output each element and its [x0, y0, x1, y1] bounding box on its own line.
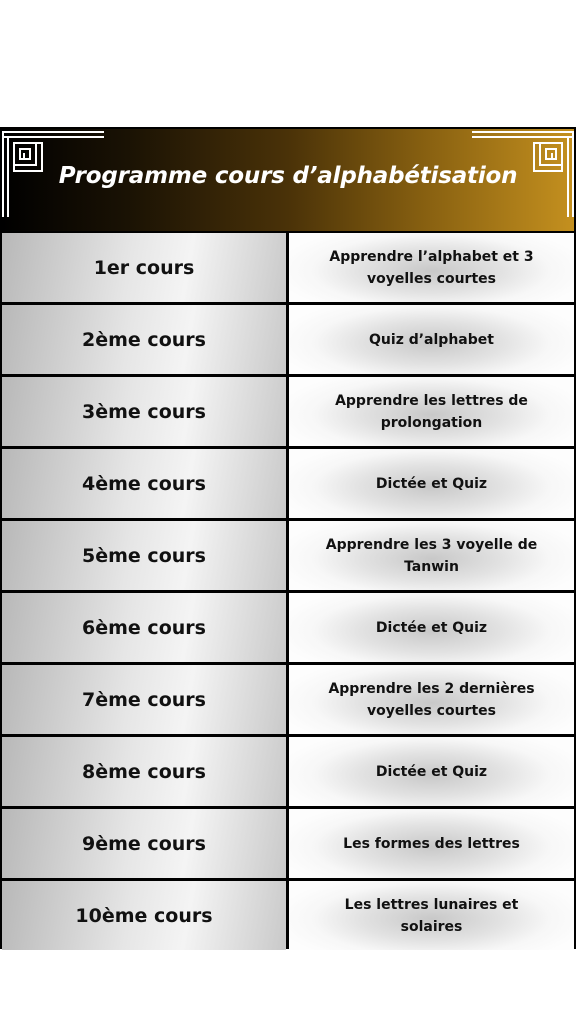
page-title: Programme cours d’alphabétisation — [58, 163, 518, 189]
course-description: Dictée et Quiz — [375, 619, 488, 636]
table-row — [2, 665, 574, 734]
course-label: 8ème cours — [82, 760, 206, 783]
course-description: Dictée et Quiz — [375, 763, 488, 780]
description-cell — [289, 809, 574, 878]
description-cell — [289, 305, 574, 374]
table-row — [2, 521, 574, 590]
course-label: 2ème cours — [82, 328, 206, 351]
description-cell — [289, 233, 574, 302]
course-cell — [2, 377, 286, 446]
course-label: 7ème cours — [82, 688, 206, 711]
course-description: Apprendre les 2 dernières voyelles courtes — [328, 680, 535, 719]
description-cell — [289, 665, 574, 734]
course-label: 5ème cours — [82, 544, 206, 567]
course-label: 1er cours — [93, 256, 195, 279]
table-row — [2, 881, 574, 950]
table-row — [2, 809, 574, 878]
course-description: Les lettres lunaires et solaires — [344, 896, 519, 935]
course-description: Les formes des lettres — [343, 835, 520, 852]
table-row — [2, 233, 574, 302]
course-description: Quiz d’alphabet — [369, 331, 494, 348]
course-rows — [2, 233, 574, 950]
description-cell — [289, 377, 574, 446]
description-cell — [289, 521, 574, 590]
course-description: Apprendre les lettres de prolongation — [335, 392, 528, 431]
table-row — [2, 593, 574, 662]
course-label: 6ème cours — [82, 616, 206, 639]
description-cell — [289, 881, 574, 950]
course-description: Dictée et Quiz — [375, 475, 488, 492]
course-description: Apprendre l’alphabet et 3 voyelles courtes — [329, 248, 534, 287]
course-cell — [2, 881, 286, 950]
course-cell — [2, 665, 286, 734]
course-cell — [2, 737, 286, 806]
course-label: 4ème cours — [82, 472, 206, 495]
course-cell — [2, 449, 286, 518]
description-cell — [289, 593, 574, 662]
course-label: 9ème cours — [82, 832, 206, 855]
table-row — [2, 377, 574, 446]
description-cell — [289, 449, 574, 518]
table-header — [2, 129, 574, 231]
course-label: 3ème cours — [82, 400, 206, 423]
course-label: 10ème cours — [75, 904, 213, 927]
course-cell — [2, 233, 286, 302]
course-cell — [2, 809, 286, 878]
course-cell — [2, 305, 286, 374]
course-cell — [2, 521, 286, 590]
course-cell — [2, 593, 286, 662]
table-row — [2, 737, 574, 806]
course-description: Apprendre les 3 voyelle de Tanwin — [325, 536, 538, 575]
table-row — [2, 305, 574, 374]
program-table — [0, 127, 576, 949]
table-row — [2, 449, 574, 518]
description-cell — [289, 737, 574, 806]
